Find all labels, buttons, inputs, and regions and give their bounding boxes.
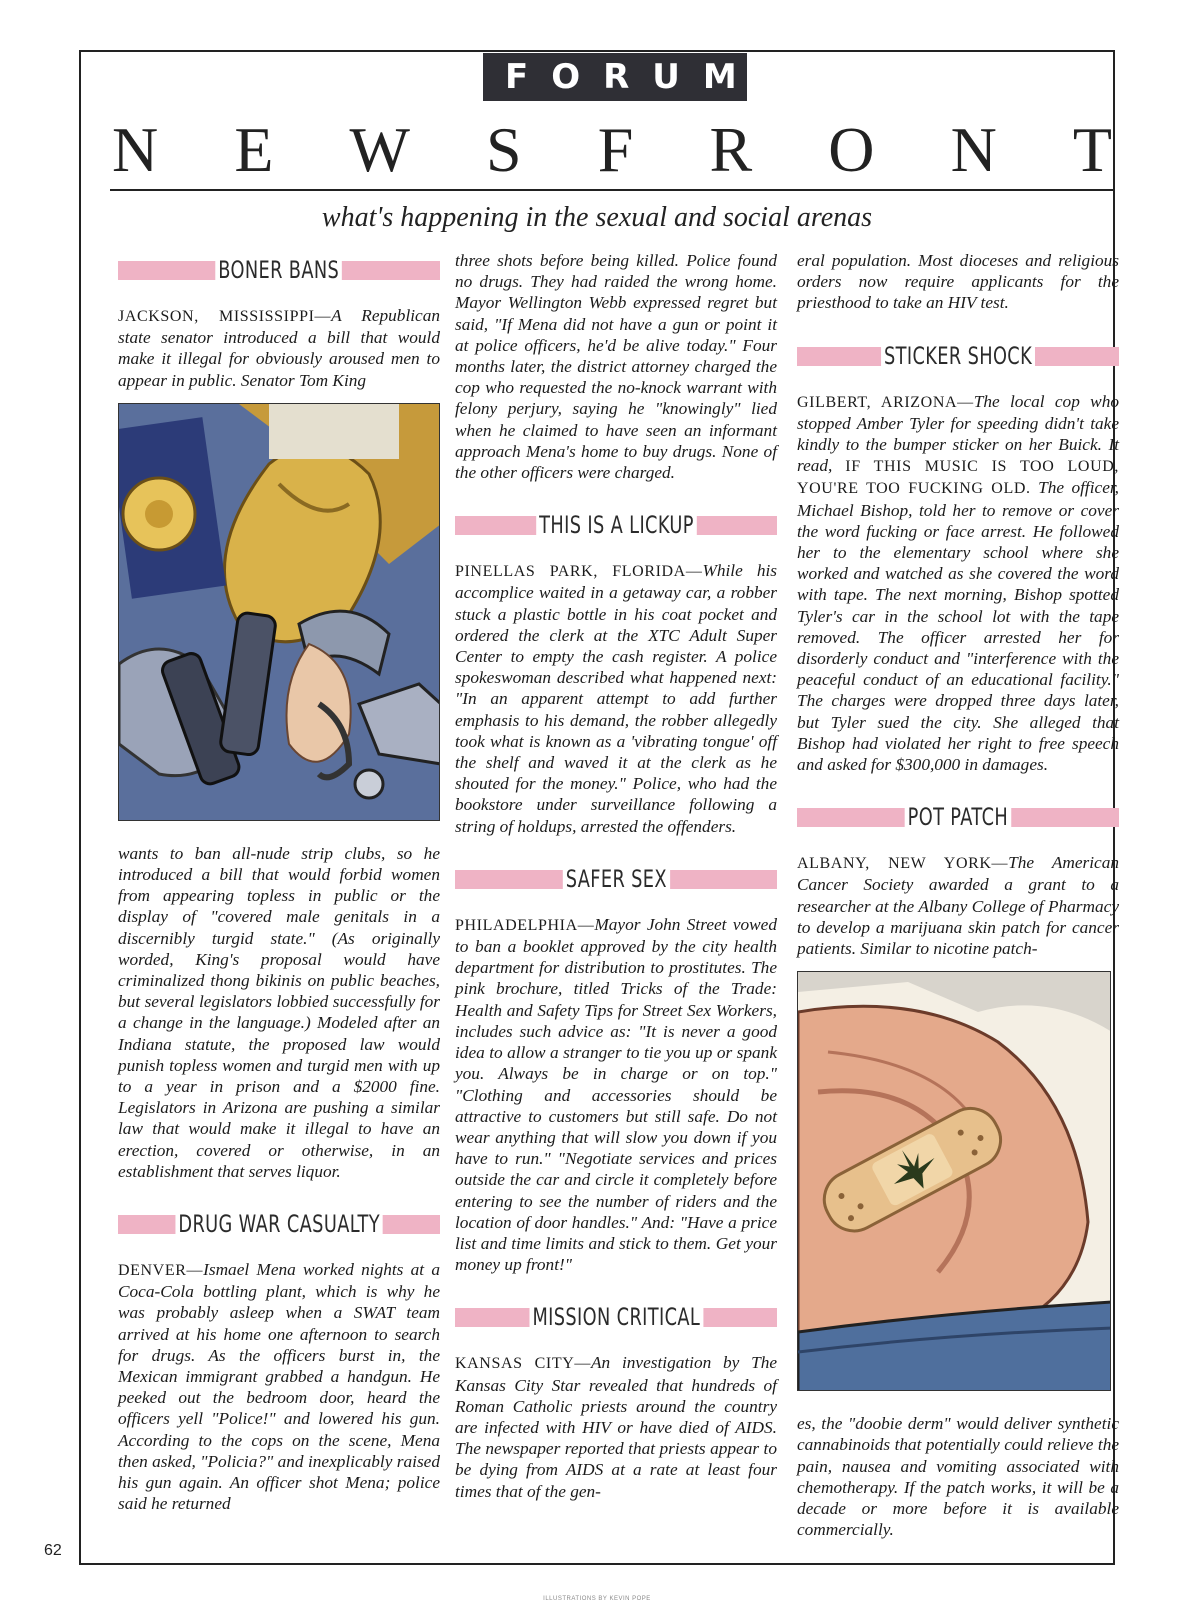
headline-text: BONER BANS [216, 252, 343, 288]
masthead-letter: O [828, 114, 875, 185]
article-body [455, 560, 777, 837]
spacer [797, 314, 1119, 336]
article-body [118, 305, 440, 391]
section-tab: FORUM [483, 53, 747, 101]
column-2 [455, 250, 777, 1502]
article-body: eral population. Most dioceses and religious orders now require applicants for the priesthood to take an HIV test. [797, 251, 1119, 313]
masthead-letter: F [597, 114, 634, 185]
masthead-letter: N [112, 114, 159, 185]
dateline: PINELLAS PARK, FLORIDA— [455, 563, 703, 581]
illustration-patch [797, 971, 1111, 1391]
masthead-letter: S [486, 114, 522, 185]
article-body [118, 1259, 440, 1514]
masthead-letter: W [349, 114, 410, 185]
article-body: es, the "doobie derm" would deliver synthetic cannabinoids that potentially could relieve the pain, nausea and vomiting associated with chemotherapy. If the patch works, it will be a decade or more before it is available commercially. [797, 1414, 1119, 1540]
tagline: what's happening in the sexual and social arenas [321, 202, 873, 233]
article-text: A Republican state senator introduced a bill that would make it illegal for obviously aroused men to appear in public. Senator Tom King [118, 306, 440, 390]
headline-pot-patch [797, 799, 1119, 836]
masthead [112, 110, 1112, 190]
headline-text: MISSION CRITICAL [529, 1299, 703, 1335]
article-text: Mayor John Street vowed to ban a booklet approved by the city health department for distribution to prostitutes. The pink brochure, titled Tricks of the Trade: Health and Safety Tips for Street Sex Workers, includes such advice as: "It is never a good idea to allow a stranger to tie you up or spank you. Always be in charge or on top." "Clothing and accessories should be attractive to customers but still safe. Do not wear anything that will slow you down if you have to run." "Negotiate services and prices outside the car and circle it completely before entering to see the number of riders and the location of door handles." And: "Have a price list and time limits and stick to them. Get your money up front!" [455, 914, 777, 1275]
police-illustration-art [119, 404, 440, 821]
masthead-rule [110, 189, 1114, 191]
headline-text: STICKER SHOCK [881, 338, 1035, 374]
dateline: PHILADELPHIA— [455, 916, 595, 934]
headline-text: SAFER SEX [562, 861, 669, 897]
article-body [455, 1352, 777, 1501]
dateline: KANSAS CITY— [455, 1355, 591, 1373]
illustration-police [118, 403, 440, 821]
headline-safer-sex [455, 861, 777, 898]
masthead-letter: T [1072, 114, 1112, 185]
article-text: The American Cancer Society awarded a grant to a researcher at the Albany College of Pharmacy to develop a marijuana skin patch for cancer patients. Similar to nicotine patch- [797, 853, 1119, 959]
column-3 [797, 250, 1119, 1541]
article-body: wants to ban all-nude strip clubs, so he introduced a bill that would forbid women from appearing topless in public or the display of "covered male genitals in a discernibly turgid state." (As originally worded, King's proposal would have criminalized thong bikinis on public beaches, but several legislators lobbied successfully for a change in the language.) Modeled after an Indiana statute, the proposed law would punish topless women and turgid men with up to a year in prison and a $2000 fine. Legislators in Arizona are pushing a similar law that would make it illegal to have an erection, covered or otherwise, in an establishment that serves liquor. [118, 843, 440, 1181]
headline-text: POT PATCH [905, 799, 1011, 835]
headline-sticker-shock [797, 338, 1119, 375]
spacer [455, 837, 777, 859]
article-text: An investigation by The Kansas City Star revealed that hundreds of Roman Catholic priests around the country are infected with HIV or have died of AIDS. The newspaper reported that priests appear to be dying from AIDS at a rate at least four times that of the gen- [455, 1353, 778, 1501]
masthead-letter: E [234, 114, 274, 185]
article-body [455, 914, 777, 1275]
page-number: 62 [44, 1542, 62, 1559]
spacer [455, 1275, 777, 1297]
headline-boner-bans [118, 252, 440, 289]
article-text: Ismael Mena worked nights at a Coca-Cola bottling plant, which is why he was probably asleep when a SWAT team arrived at his home one afternoon to search for drugs. As the officers burst in, the Mexican immigrant grabbed a handgun. He peeked out the bedroom door, heard the officers yell "Police!" and lowered his gun. According to the cops on the scene, Mena then asked, "Policia?" and inexplicably raised his gun again. An officer shot Mena; police said he returned [118, 1260, 440, 1514]
patch-illustration-art [798, 972, 1111, 1391]
illustration-credit: ILLUSTRATIONS BY KEVIN POPE [543, 1596, 651, 1602]
headline-drug-war-casualty [118, 1206, 440, 1243]
masthead-letter: N [950, 114, 997, 185]
article-text: The officer, Michael Bishop, told her to remove or cover the word fucking or face arrest. He followed her to the elementary school where she worked and watched as she covered the word with tape. The next morning, Bishop spotted Tyler's car in the school lot with the tape removed. The officer arrested her for disorderly conduct and "interference with the peaceful conduct of an educational facility." The charges were dropped three days later, but Tyler sued the city. She alleged that Bishop had violated her right to free speech and asked for $300,000 in damages. [797, 478, 1119, 775]
dateline: DENVER— [118, 1262, 204, 1280]
headline-text: DRUG WAR CASUALTY [175, 1206, 382, 1242]
article-body [797, 852, 1119, 959]
article-body: three shots before being killed. Police found no drugs. They had raided the wrong home. Mayor Wellington Webb expressed regret but said, "If Mena did not have a gun or point it at police officers, he'd be alive today." Four months later, the district attorney charged the cop who requested the no-knock warrant with felony perjury, saying he "knowingly" lied when he claimed to have seen an informant approach Mena's home to buy drugs. None of the other officers were charged. [455, 251, 777, 483]
headline-mission-critical [455, 1299, 777, 1336]
headline-this-is-a-lickup [455, 507, 777, 544]
article-body [797, 391, 1119, 776]
headline-text: THIS IS A LICKUP [536, 507, 697, 543]
article-text: The local cop who stopped Amber Tyler for speeding didn't take kindly to the bumper sticker on her Buick. It read, [797, 391, 1119, 476]
spacer [797, 775, 1119, 797]
spacer [455, 483, 777, 505]
masthead-letter: R [709, 114, 753, 185]
article-text: While his accomplice waited in a getaway car, a robber stuck a plastic bottle in his coat pocket and ordered the clerk at the XTC Adult Super Center to empty the cash register. A police spokeswoman described what happened next: "In an apparent attempt to add further emphasis to his demand, the robber allegedly took what is known as a 'vibrating tongue' off the shelf and waved it at the clerk as he shouted for the money." Police, who had the bookstore under surveillance following a string of holdups, arrested the offenders. [455, 561, 777, 836]
bumper-sticker-text: IF THIS MUSIC IS TOO LOUD, YOU'RE TOO FUCKING OLD. [797, 458, 1119, 498]
spacer [118, 1182, 440, 1204]
column-1 [118, 250, 440, 1515]
dateline: JACKSON, MISSISSIPPI— [118, 308, 332, 325]
dateline: GILBERT, ARIZONA— [797, 393, 974, 411]
dateline: ALBANY, NEW YORK— [797, 855, 1009, 873]
